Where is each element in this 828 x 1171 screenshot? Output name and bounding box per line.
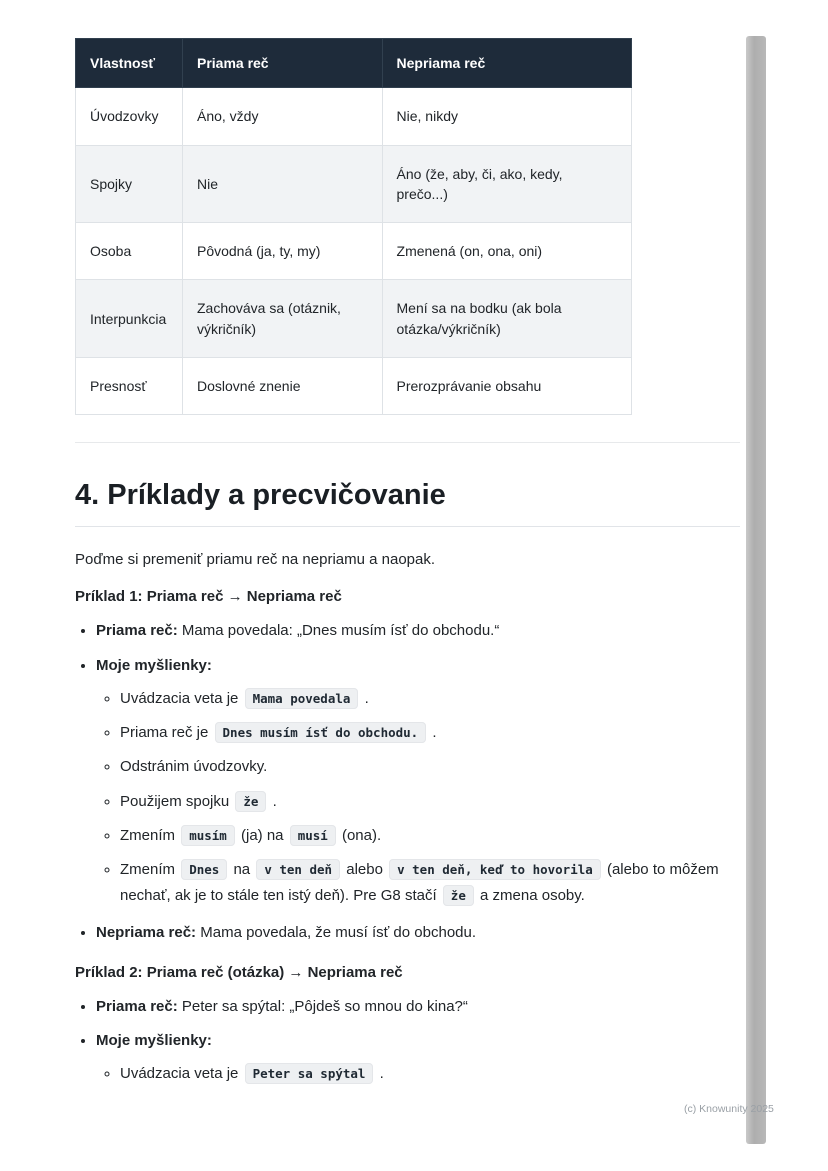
inline-code: Mama povedala	[245, 688, 359, 709]
thoughts-sublist	[96, 686, 740, 910]
table-row	[76, 358, 632, 415]
bold-label: Moje myšlienky:	[96, 656, 212, 674]
text-run: Odstránim úvodzovky.	[120, 758, 268, 776]
inline-code: Dnes	[181, 859, 227, 880]
table-cell: Mení sa na bodku (ak bola otázka/výkričník)	[382, 280, 631, 358]
text-run: .	[360, 689, 369, 707]
list-item	[96, 995, 740, 1018]
text-run: (ja) na	[236, 826, 288, 844]
table-header-row	[76, 39, 632, 88]
section-heading: 4. Príklady a precvičovanie	[75, 479, 740, 527]
comparison-table	[75, 38, 632, 415]
text-run: (ona).	[337, 826, 382, 844]
table-cell: Prerozprávanie obsahu	[382, 358, 631, 415]
table-cell: Zmenená (on, ona, oni)	[382, 223, 631, 280]
table-cell: Nie, nikdy	[382, 88, 631, 145]
table-row	[76, 280, 632, 358]
table-cell: Interpunkcia	[76, 280, 183, 358]
document-page	[75, 38, 740, 1106]
text-run: Uvádzacia veta je	[120, 1065, 243, 1083]
list-item	[96, 654, 740, 910]
intro-paragraph: Poďme si premeniť priamu reč na nepriamu a naopak.	[75, 551, 436, 569]
list-item	[120, 720, 740, 746]
inline-code: Dnes musím ísť do obchodu.	[215, 722, 427, 743]
table-cell: Zachováva sa (otáznik, výkričník)	[182, 280, 382, 358]
list-item	[96, 619, 740, 642]
bold-label: Priama reč:	[96, 997, 178, 1015]
text-run: Priama reč je	[120, 724, 213, 742]
table-header-priama-rec: Priama reč	[182, 39, 382, 88]
table-row	[76, 145, 632, 223]
list-item	[96, 921, 740, 944]
text-run: Peter sa spýtal: „Pôjdeš so mnou do kina?“	[177, 997, 468, 1015]
inline-code: musím	[181, 825, 235, 846]
table-cell: Doslovné znenie	[182, 358, 382, 415]
inline-code: že	[235, 791, 266, 812]
text-run: .	[428, 724, 437, 742]
text-run: .	[375, 1065, 384, 1083]
section-divider	[75, 442, 740, 443]
text-run: Použijem spojku	[120, 792, 234, 810]
text-run: na	[229, 861, 255, 879]
table-cell: Spojky	[76, 145, 183, 223]
table-cell: Osoba	[76, 223, 183, 280]
thoughts-sublist	[96, 1061, 740, 1087]
table-cell: Áno (že, aby, či, ako, kedy, prečo...)	[382, 145, 631, 223]
text-run: Mama povedala: „Dnes musím ísť do obchodu.“	[177, 622, 500, 640]
bold-label: Moje myšlienky:	[96, 1032, 212, 1050]
watermark: (c) Knowunity 2025	[684, 1103, 774, 1115]
table-row	[76, 88, 632, 145]
text-run: Uvádzacia veta je	[120, 689, 243, 707]
table-cell: Áno, vždy	[182, 88, 382, 145]
table-cell: Úvodzovky	[76, 88, 183, 145]
inline-code: v ten deň, keď to hovorila	[389, 859, 601, 880]
list-item	[120, 686, 740, 712]
bold-label: Priama reč:	[96, 622, 178, 640]
table-header-vlastnost: Vlastnosť	[76, 39, 183, 88]
text-run: a zmena osoby.	[475, 887, 585, 905]
list-item	[120, 857, 740, 910]
list-item	[120, 789, 740, 815]
inline-code: že	[443, 885, 474, 906]
text-run: Zmením	[120, 861, 180, 879]
text-run: alebo	[342, 861, 388, 879]
example-2-title: Príklad 2: Priama reč (otázka) → Nepriama reč	[75, 963, 403, 981]
text-run: Zmením	[120, 826, 180, 844]
example-1-list	[75, 619, 740, 944]
list-item	[120, 823, 740, 849]
text-run: Mama povedala, že musí ísť do obchodu.	[196, 923, 477, 941]
table-cell: Nie	[182, 145, 382, 223]
inline-code: musí	[290, 825, 336, 846]
scrollbar-thumb[interactable]	[746, 36, 766, 1144]
inline-code: Peter sa spýtal	[245, 1063, 374, 1084]
list-item	[96, 1029, 740, 1088]
example-1-title: Príklad 1: Priama reč → Nepriama reč	[75, 588, 342, 606]
text-run: (alebo to môžem nechať, ak je to stále ten istý deň). Pre G8 stačí	[120, 861, 719, 905]
example-2-list	[75, 995, 740, 1088]
table-cell: Presnosť	[76, 358, 183, 415]
bold-label: Nepriama reč:	[96, 923, 197, 941]
list-item	[120, 1061, 740, 1087]
table-cell: Pôvodná (ja, ty, my)	[182, 223, 382, 280]
list-item	[120, 754, 740, 780]
table-header-nepriama-rec: Nepriama reč	[382, 39, 631, 88]
text-run: .	[268, 792, 277, 810]
inline-code: v ten deň	[256, 859, 340, 880]
table-row	[76, 223, 632, 280]
